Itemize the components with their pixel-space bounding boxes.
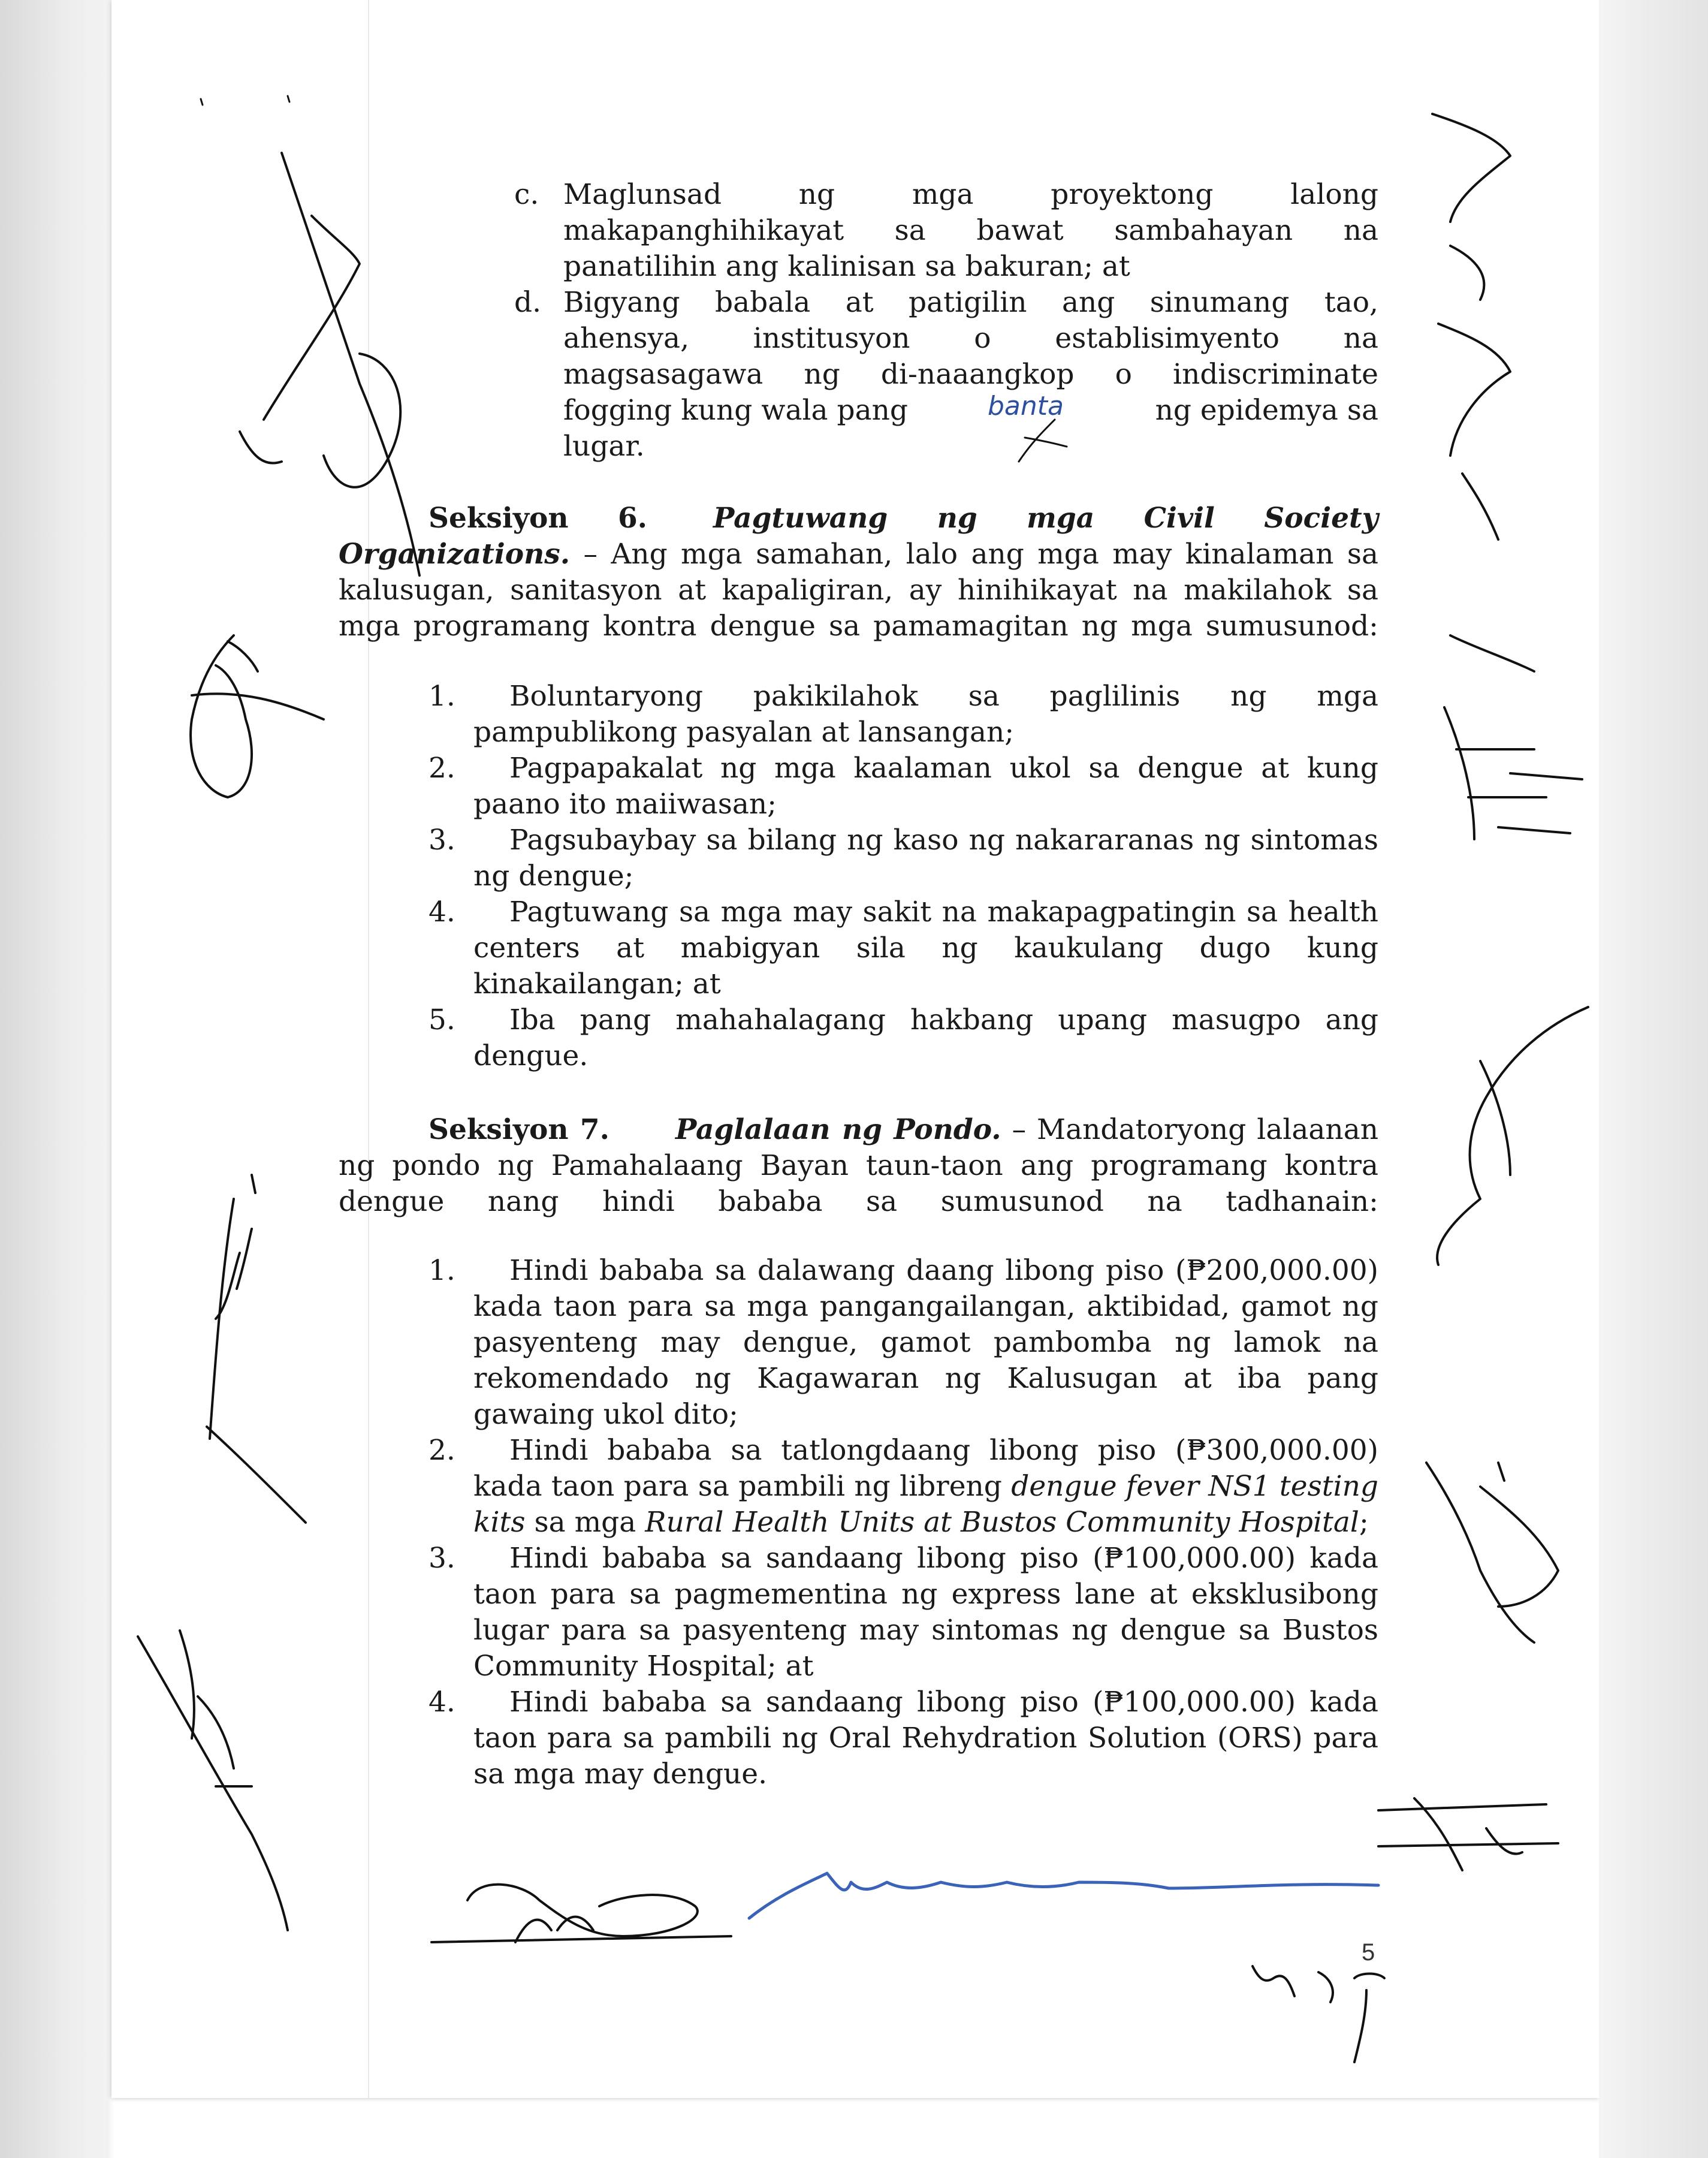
list-number: 1.	[428, 1254, 455, 1287]
item-line: panatilihin ang kalinisan sa bakuran; at	[563, 250, 1130, 283]
list-number: 1.	[428, 680, 455, 713]
signature-right-2	[1444, 635, 1582, 839]
list-number: 2.	[428, 752, 455, 785]
signature-bottom-center	[431, 1885, 731, 1942]
list-text: Hindi bababa sa sandaang libong piso (₱100,000.00) kada taon para sa pambili ng Oral Rehydration Solution (ORS) para sa mga may dengue.	[473, 1686, 1378, 1791]
page-number: 5	[1362, 1939, 1375, 1966]
section-6-heading: Seksiyon 6.	[428, 502, 648, 535]
initial-mark	[1019, 420, 1067, 462]
item-line: makapanghihikayat sa bawat sambahayan na	[563, 214, 1378, 247]
list-text: Iba pang mahahalagang hakbang upang masugpo ang dengue.	[473, 1003, 1378, 1072]
item-line: lugar.	[563, 430, 645, 463]
section-6-title: Pagtuwang ng mga Civil Society Organizations.	[339, 502, 1378, 571]
item-marker: c.	[514, 178, 539, 211]
item-line: Maglunsad ng mga proyektong lalong	[563, 178, 1378, 211]
signature-blue	[749, 1873, 1378, 1918]
list-text: ;	[1359, 1506, 1369, 1539]
list-text: Pagsubaybay sa bilang ng kaso ng nakararanas ng sintomas ng dengue;	[473, 824, 1378, 893]
item-line-part: fogging kung wala pang	[563, 394, 908, 427]
item-line: ahensya, institusyon o establisimyento na	[563, 322, 1378, 355]
section-7-heading: Seksiyon 7.	[428, 1113, 609, 1146]
list-text: Hindi bababa sa dalawang daang libong piso (₱200,000.00) kada taon para sa mga pangangailangan, aktibidad, gamot ng pasyenteng may dengue, gamot pambomba ng lamok na rekomendado ng Kagawaran ng Kalusugan at iba pang gawaing ukol dito;	[473, 1254, 1378, 1431]
list-text: Pagpapakalat ng mga kaalaman ukol sa dengue at kung paano ito maiiwasan;	[473, 752, 1378, 821]
signature-left-2	[191, 635, 324, 797]
handwritten-insert: banta	[988, 391, 1064, 421]
list-text-italic: Rural Health Units at Bustos Community Hospital	[645, 1506, 1359, 1539]
list-number: 3.	[428, 1542, 455, 1575]
list-text-italic: dengue fever NS1 testing kits	[473, 1470, 1378, 1539]
section-7-title: Paglalaan ng Pondo.	[675, 1113, 1001, 1146]
list-text: Hindi bababa sa sandaang libong piso (₱100,000.00) kada taon para sa pagmementina ng express lane at eksklusibong lugar para sa pasyenteng may sintomas ng dengue sa Bustos Community Hospital; at	[473, 1542, 1378, 1683]
signature-left-4	[138, 1630, 288, 1930]
list-text: Boluntaryong pakikilahok sa paglilinis ng mga pampublikong pasyalan at lansangan;	[473, 680, 1378, 749]
signature-right-bottom	[1253, 1966, 1384, 2062]
item-line-part: ng epidemya sa	[1155, 394, 1378, 427]
signature-top-left	[240, 153, 420, 575]
signature-left-3	[207, 1175, 306, 1523]
list-number: 2.	[428, 1434, 455, 1467]
item-marker: d.	[514, 286, 542, 319]
item-line: Bigyang babala at patigilin ang sinumang tao,	[563, 286, 1378, 319]
signature-right-4	[1426, 1463, 1558, 1642]
section-7-body: – Mandatoryong lalaanan ng pondo ng Pamahalaang Bayan taun-taon ang programang kontra dengue nang hindi bababa sa sumusunod na tadhanain:	[339, 1113, 1378, 1218]
list-number: 4.	[428, 1686, 455, 1719]
list-text: Pagtuwang sa mga may sakit na makapagpatingin sa health centers at mabigyan sila ng kaukulang dugo kung kinakailangan; at	[473, 896, 1378, 1000]
signature-right-5	[1378, 1798, 1558, 1870]
list-number: 3.	[428, 824, 455, 857]
list-text: sa mga	[534, 1506, 636, 1539]
item-line: magsasagawa ng di-naaangkop o indiscriminate	[563, 358, 1378, 391]
section-6-body: – Ang mga samahan, lalo ang mga may kinalaman sa kalusugan, sanitasyon at kapaligiran, ay hinihikayat na makilahok sa mga programang kontra dengue sa pamamagitan ng mga sumusunod:	[339, 538, 1378, 643]
signature-right-1	[1432, 114, 1510, 540]
list-number: 4.	[428, 896, 455, 929]
list-number: 5.	[428, 1003, 455, 1036]
list-text: Hindi bababa sa tatlongdaang libong piso (₱300,000.00) kada taon para sa pambili ng libreng	[473, 1434, 1378, 1503]
signature-right-3	[1437, 1007, 1588, 1265]
